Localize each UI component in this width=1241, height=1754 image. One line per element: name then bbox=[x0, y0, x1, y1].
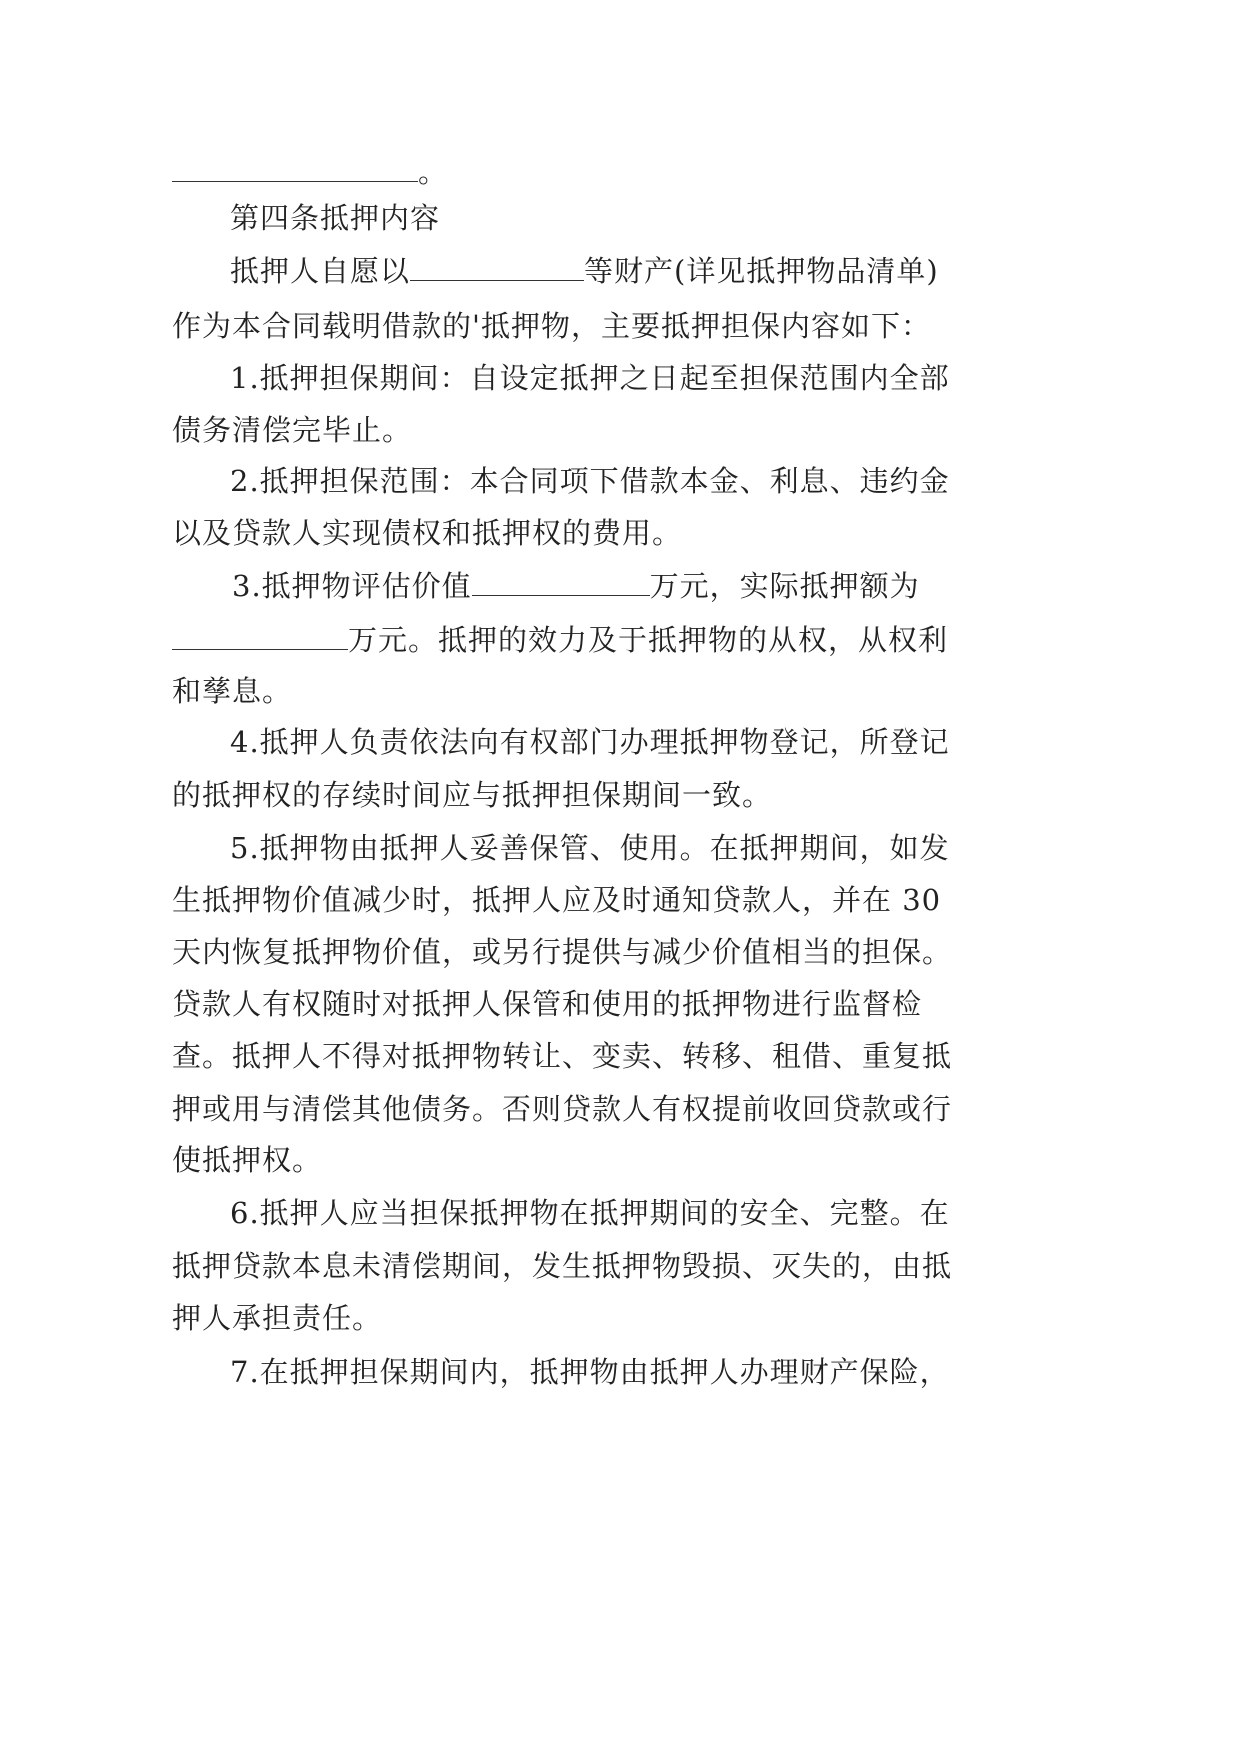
item5-line-1: 5.抵押物由抵押人妥善保管、使用。在抵押期间，如发 bbox=[230, 831, 950, 865]
item3-line-1 bbox=[232, 566, 920, 606]
item5-line-3: 天内恢复抵押物价值，或另行提供与减少价值相当的担保。 bbox=[172, 935, 953, 969]
item7-line-1: 7.在抵押担保期间内，抵押物由抵押人办理财产保险， bbox=[230, 1355, 950, 1389]
blank-field-amount bbox=[172, 625, 348, 650]
item1-line-1: 1.抵押担保期间：自设定抵押之日起至担保范围内全部 bbox=[230, 361, 950, 395]
item3-text-c: 万元。抵押的效力及于抵押物的从权，从权利 bbox=[348, 623, 949, 657]
item3-text-b: 万元，实际抵押额为 bbox=[649, 569, 920, 603]
item5-line-2: 生抵押物价值减少时，抵押人应及时通知贷款人，并在 30 bbox=[172, 883, 942, 917]
item5-line-7: 使抵押权。 bbox=[172, 1143, 323, 1177]
text-period: 。 bbox=[418, 155, 449, 189]
item2-line-1: 2.抵押担保范围：本合同项下借款本金、利息、违约金 bbox=[230, 464, 950, 498]
blank-line-continuation bbox=[172, 152, 448, 192]
para-intro-text-a: 抵押人自愿以 bbox=[230, 254, 411, 288]
blank-field bbox=[172, 157, 418, 182]
item6-line-2: 抵押贷款本息未清偿期间，发生抵押物毁损、灭失的，由抵 bbox=[172, 1249, 953, 1283]
para-intro-line-2: 作为本合同载明借款的'抵押物，主要抵押担保内容如下： bbox=[172, 309, 931, 343]
item1-line-2: 债务清偿完毕止。 bbox=[172, 413, 413, 447]
blank-field-valuation bbox=[472, 571, 650, 596]
item5-line-6: 押或用与清偿其他债务。否则贷款人有权提前收回贷款或行 bbox=[172, 1092, 953, 1126]
item6-line-3: 押人承担责任。 bbox=[172, 1301, 383, 1335]
item4-line-2: 的抵押权的存续时间应与抵押担保期间一致。 bbox=[172, 778, 773, 812]
item2-line-2: 以及贷款人实现债权和抵押权的费用。 bbox=[172, 516, 683, 550]
item5-line-5: 查。抵押人不得对抵押物转让、变卖、转移、租借、重复抵 bbox=[172, 1039, 953, 1073]
blank-field-property bbox=[410, 256, 584, 281]
para-intro-text-b: 等财产(详见抵押物品清单) bbox=[584, 254, 939, 288]
section-heading: 第四条抵押内容 bbox=[230, 201, 441, 235]
item3-line-2 bbox=[172, 620, 948, 660]
item6-line-1: 6.抵押人应当担保抵押物在抵押期间的安全、完整。在 bbox=[230, 1196, 950, 1230]
item3-text-a: 3.抵押物评估价值 bbox=[232, 569, 472, 603]
item3-line-3: 和孳息。 bbox=[172, 674, 293, 708]
item4-line-1: 4.抵押人负责依法向有权部门办理抵押物登记，所登记 bbox=[230, 725, 950, 759]
item5-line-4: 贷款人有权随时对抵押人保管和使用的抵押物进行监督检 bbox=[172, 987, 923, 1021]
para-intro-line-1 bbox=[230, 251, 939, 291]
